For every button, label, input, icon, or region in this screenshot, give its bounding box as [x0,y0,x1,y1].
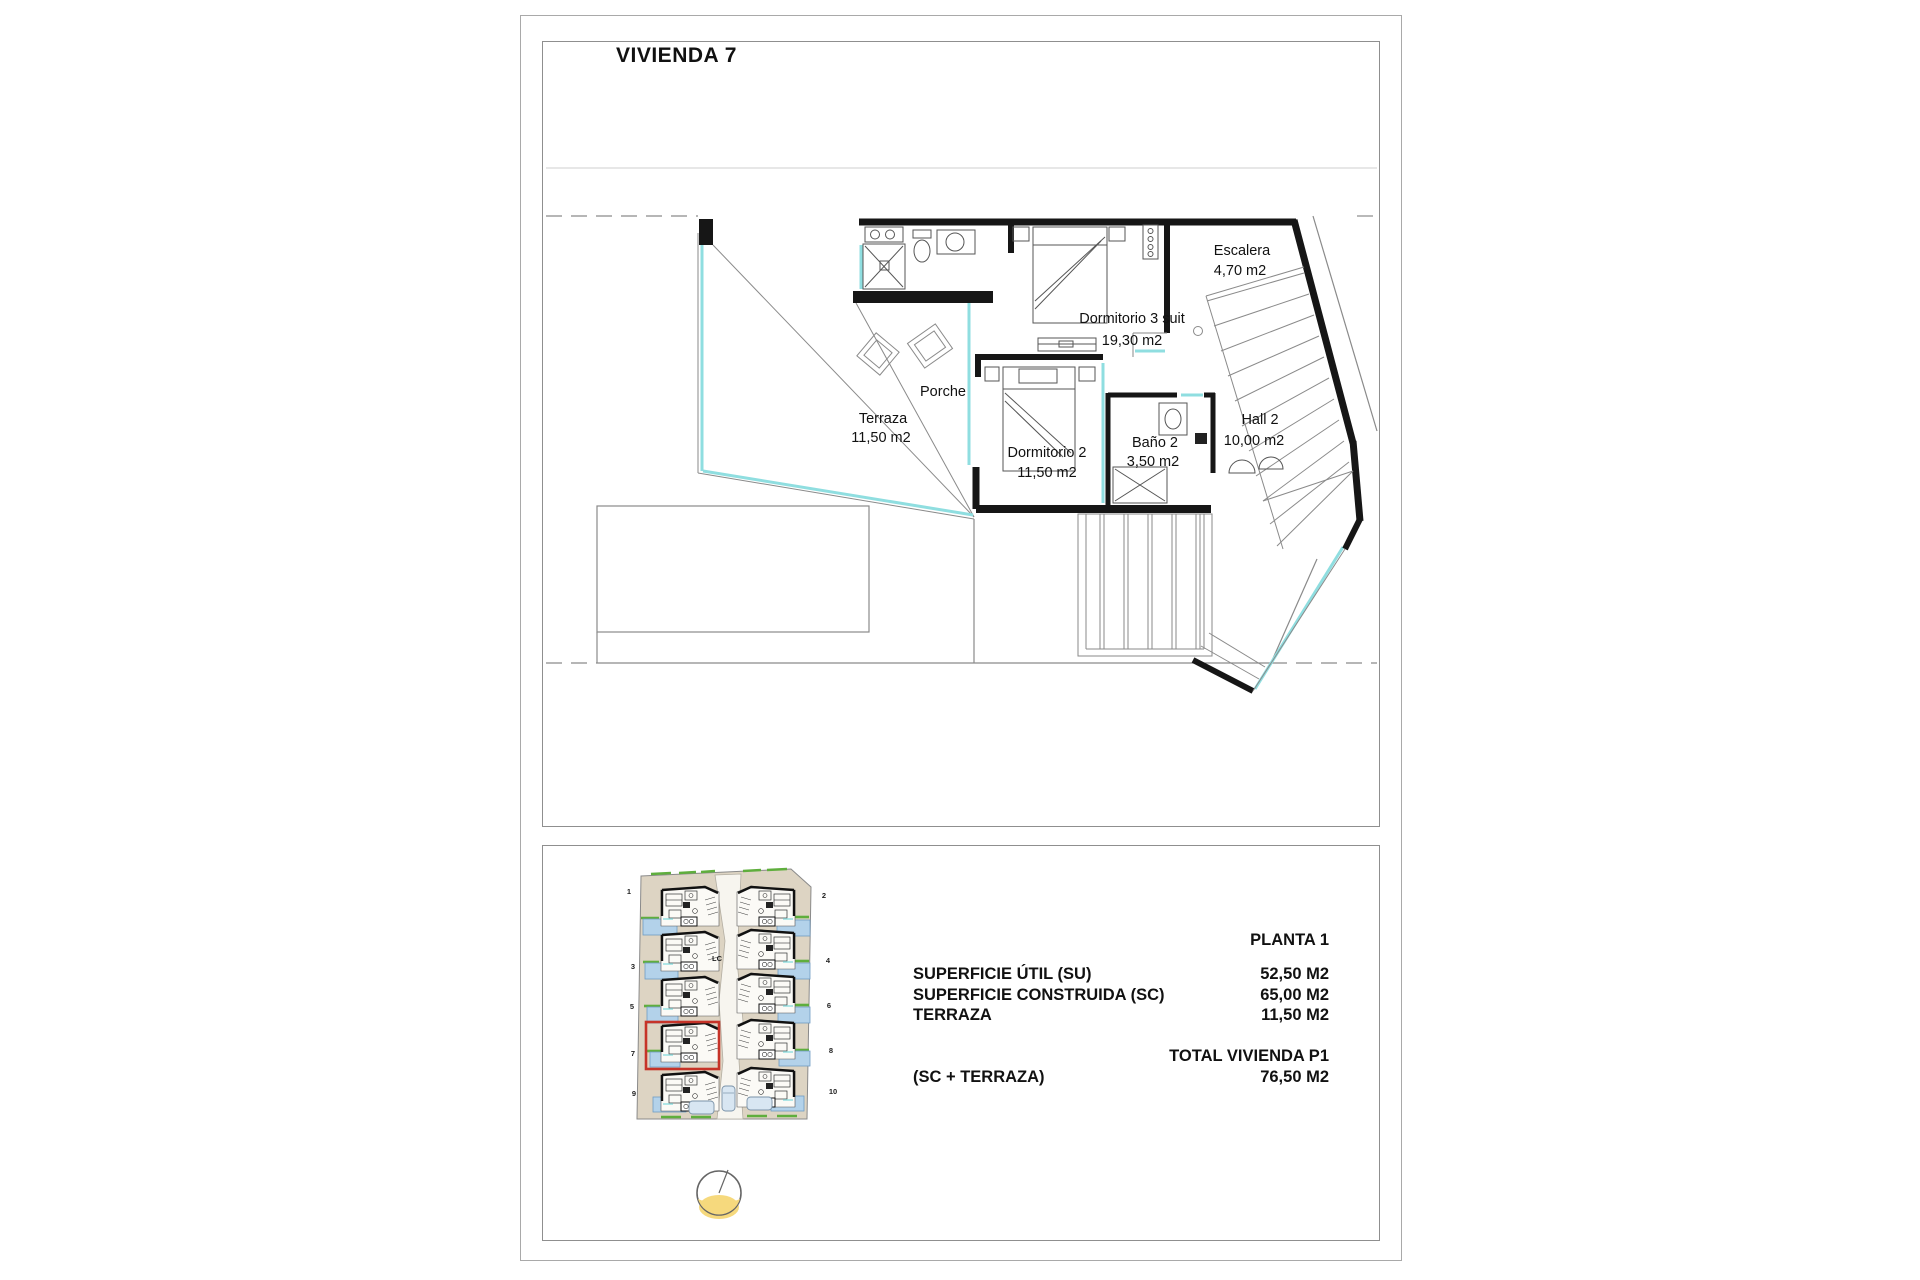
room-area-escalera: 4,70 m2 [1213,263,1267,279]
area-summary [903,846,1329,1240]
room-label-dorm2: Dormitorio 2 [1007,445,1087,461]
site-unit-7 [661,1022,719,1062]
site-center-label: LC [712,954,722,963]
site-number-4: 4 [825,956,831,965]
site-number-5: 5 [629,1002,635,1011]
total-value: 76,50 M2 [1260,1068,1329,1086]
summary-row-terraza [903,1005,1329,1025]
room-labels [851,243,1284,481]
floorplan-panel [542,41,1380,827]
room-label-hall2: Hall 2 [1241,412,1279,428]
garden-rect [597,506,869,632]
room-label-bano2: Baño 2 [1132,435,1178,451]
site-unit-6 [737,973,795,1013]
room-area-hall2: 10,00 m2 [1223,433,1285,449]
pergola [1078,514,1212,656]
site-unit-5 [661,976,719,1016]
site-number-1: 1 [626,887,632,896]
site-unit-3 [661,931,719,971]
summary-total-row [903,1046,1329,1066]
room-label-terraza: Terraza [858,411,908,427]
site-number-2: 2 [821,891,827,900]
total-sublabel: (SC + TERRAZA) [913,1068,1045,1086]
summary-floor-row [903,930,1329,950]
site-unit-4 [737,929,795,969]
north-compass-icon [697,1170,741,1219]
bano2-fixtures [1113,403,1207,503]
room-area-dorm3: 19,30 m2 [1101,333,1163,349]
room-label-escalera: Escalera [1213,243,1271,259]
sc-label: SUPERFICIE CONSTRUIDA (SC) [913,986,1165,1004]
site-unit-2 [737,886,795,926]
bathroom-fixtures [863,227,975,289]
room-label-porche: Porche [920,384,966,400]
site-number-6: 6 [826,1001,832,1010]
site-number-3: 3 [630,962,636,971]
room-label-dorm3: Dormitorio 3 suit [1079,311,1185,327]
site-unit-1 [661,886,719,926]
porche-furniture [857,324,953,375]
page-title: VIVIENDA 7 [616,44,737,67]
room-area-dorm2: 11,50 m2 [1017,465,1077,481]
sc-value: 65,00 M2 [1260,986,1329,1004]
terraza-label: TERRAZA [913,1006,992,1024]
su-value: 52,50 M2 [1260,965,1329,983]
site-unit-8 [737,1019,795,1059]
site-number-8: 8 [828,1046,834,1055]
summary-row-su [903,964,1329,984]
floorplan-canvas [543,42,1379,826]
site-number-7: 7 [630,1049,636,1058]
su-label: SUPERFICIE ÚTIL (SU) [913,965,1092,983]
room-area-bano2: 3,50 m2 [1126,454,1180,470]
site-number-10: 10 [828,1087,838,1096]
terraza-value: 11,50 M2 [1261,1006,1329,1024]
summary-final-row [903,1067,1329,1087]
summary-panel [542,845,1380,1241]
total-label: TOTAL VIVIENDA P1 [1169,1047,1329,1065]
site-number-9: 9 [631,1089,637,1098]
staircase [1194,267,1354,549]
room-area-terraza: 11,50 m2 [851,430,911,446]
summary-row-sc [903,985,1329,1005]
floor-label: PLANTA 1 [1250,931,1329,949]
